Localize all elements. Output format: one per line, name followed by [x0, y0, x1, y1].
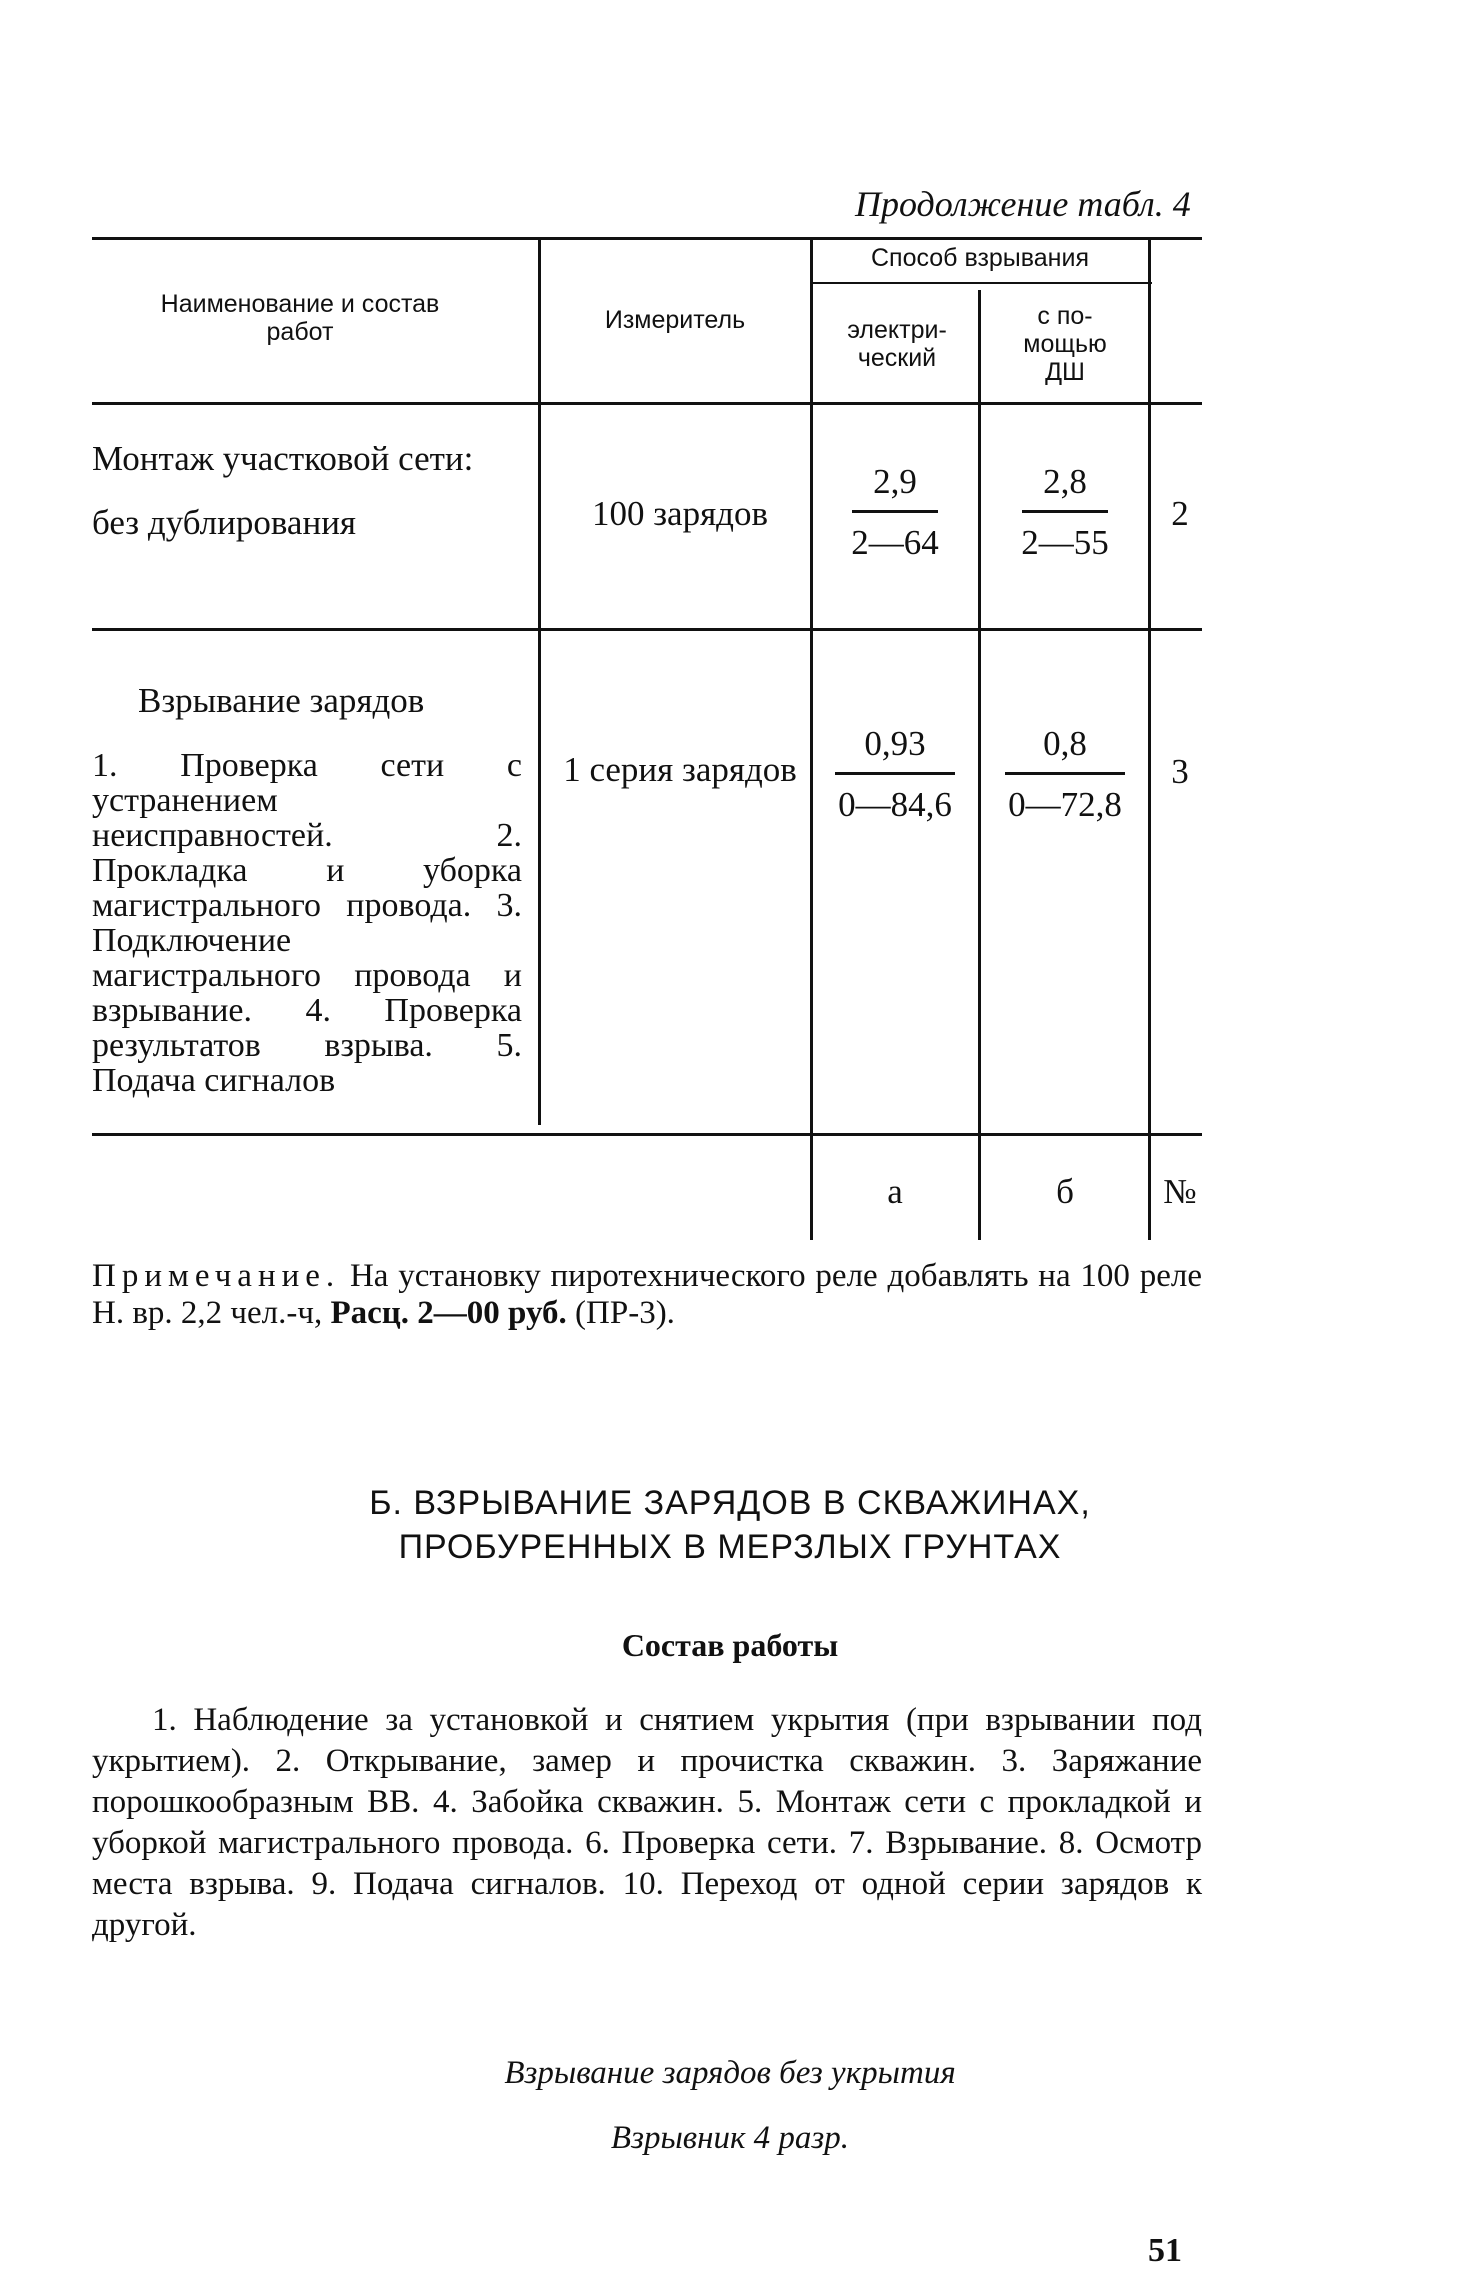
header-ds: с по-мощью ДШ	[1023, 302, 1107, 386]
col-divider-1	[538, 240, 541, 1125]
row2-number: 3	[1171, 752, 1189, 791]
work-composition-paragraph: 1. Наблюдение за установкой и снятием укрытия (при взрывании под укрытием). 2. Открывание, замер и прочистка скважин. 3. Заряжание порошкообразным ВВ. 4. Забойка скважин. 5. Монтаж сети с прокладкой и уборкой магистрального провода. 6. Проверка сети. 7. Взрывание. 8. Осмотр места взрыва. 9. Подача сигналов. 10. Переход от одной серии зарядов к другой.	[92, 1702, 1202, 1943]
row2-description: 1. Проверка сети с устранением неисправностей. 2. Прокладка и уборка магистрального провода. 3. Подключение магистрального провода и взрывание. 4. Проверка результатов взрыва. 5. Подача сигналов	[92, 747, 522, 1099]
row1-number: 2	[1171, 494, 1189, 533]
header-electric: электри-ческий	[847, 316, 947, 372]
row2-electric-fraction	[815, 724, 975, 825]
row2-ds-top: 0,8	[1043, 724, 1087, 763]
footer-number-sign: №	[1163, 1172, 1197, 1211]
footer-divider-1	[810, 1140, 813, 1240]
page-number: 51	[1148, 2232, 1182, 2269]
row2-title: Взрывание зарядов	[138, 681, 425, 720]
header-name: Наименование и состав работ	[160, 290, 440, 346]
work-composition-heading: Состав работы	[621, 1627, 839, 1663]
row1-title: Монтаж участковой сети:	[92, 439, 474, 478]
row1-ds-fraction	[990, 462, 1140, 563]
col-divider-4	[1148, 240, 1151, 1240]
row2-unit: 1 серия зарядов	[563, 750, 797, 789]
col-divider-3	[978, 290, 981, 1240]
section-heading-line2: ПРОБУРЕННЫХ В МЕРЗЛЫХ ГРУНТАХ	[398, 1528, 1062, 1566]
note-label: Примечание.	[92, 1258, 341, 1294]
row2-bottom-rule	[92, 1133, 1202, 1136]
table-top-rule	[92, 237, 1202, 240]
row1-bottom-rule	[92, 628, 1202, 631]
col-divider-1-lower	[538, 1128, 541, 1130]
col-divider-2	[810, 240, 813, 1240]
header-method: Способ взрывания	[871, 244, 1089, 272]
row1-electric-fraction	[820, 462, 970, 563]
worker-grade: Взрывник 4 разр.	[610, 2120, 850, 2156]
row2-ds-bottom: 0—72,8	[1008, 785, 1122, 824]
row1-subtitle: без дублирования	[92, 503, 357, 542]
row1-unit: 100 зарядов	[591, 494, 769, 533]
note-price: Расц. 2—00 руб.	[330, 1295, 567, 1331]
header-unit: Измеритель	[604, 306, 746, 334]
table-note	[92, 1258, 1202, 1332]
row1-ds-top: 2,8	[1043, 462, 1087, 501]
footer-a: а	[887, 1172, 903, 1211]
header-bottom-rule	[92, 402, 1202, 405]
row1-electric-top: 2,9	[873, 462, 917, 501]
table-continuation-label: Продолжение табл. 4	[855, 184, 1191, 224]
row2-electric-top: 0,93	[864, 724, 926, 763]
row1-ds-bottom: 2—55	[1021, 523, 1109, 562]
row2-ds-fraction	[985, 724, 1145, 825]
subsection-title: Взрывание зарядов без укрытия	[504, 2055, 956, 2091]
section-heading-line1: Б. ВЗРЫВАНИЕ ЗАРЯДОВ В СКВАЖИНАХ,	[369, 1484, 1091, 1522]
footer-b: б	[1056, 1172, 1074, 1211]
row1-electric-bottom: 2—64	[851, 523, 939, 562]
row2-electric-bottom: 0—84,6	[838, 785, 952, 824]
note-text-end: (ПР-3).	[566, 1295, 675, 1331]
method-header-rule	[812, 282, 1152, 284]
note-text: На установку пиротехнического реле добавлять на 100 реле Н. вр. 2,2 чел.-ч,	[92, 1258, 1202, 1331]
